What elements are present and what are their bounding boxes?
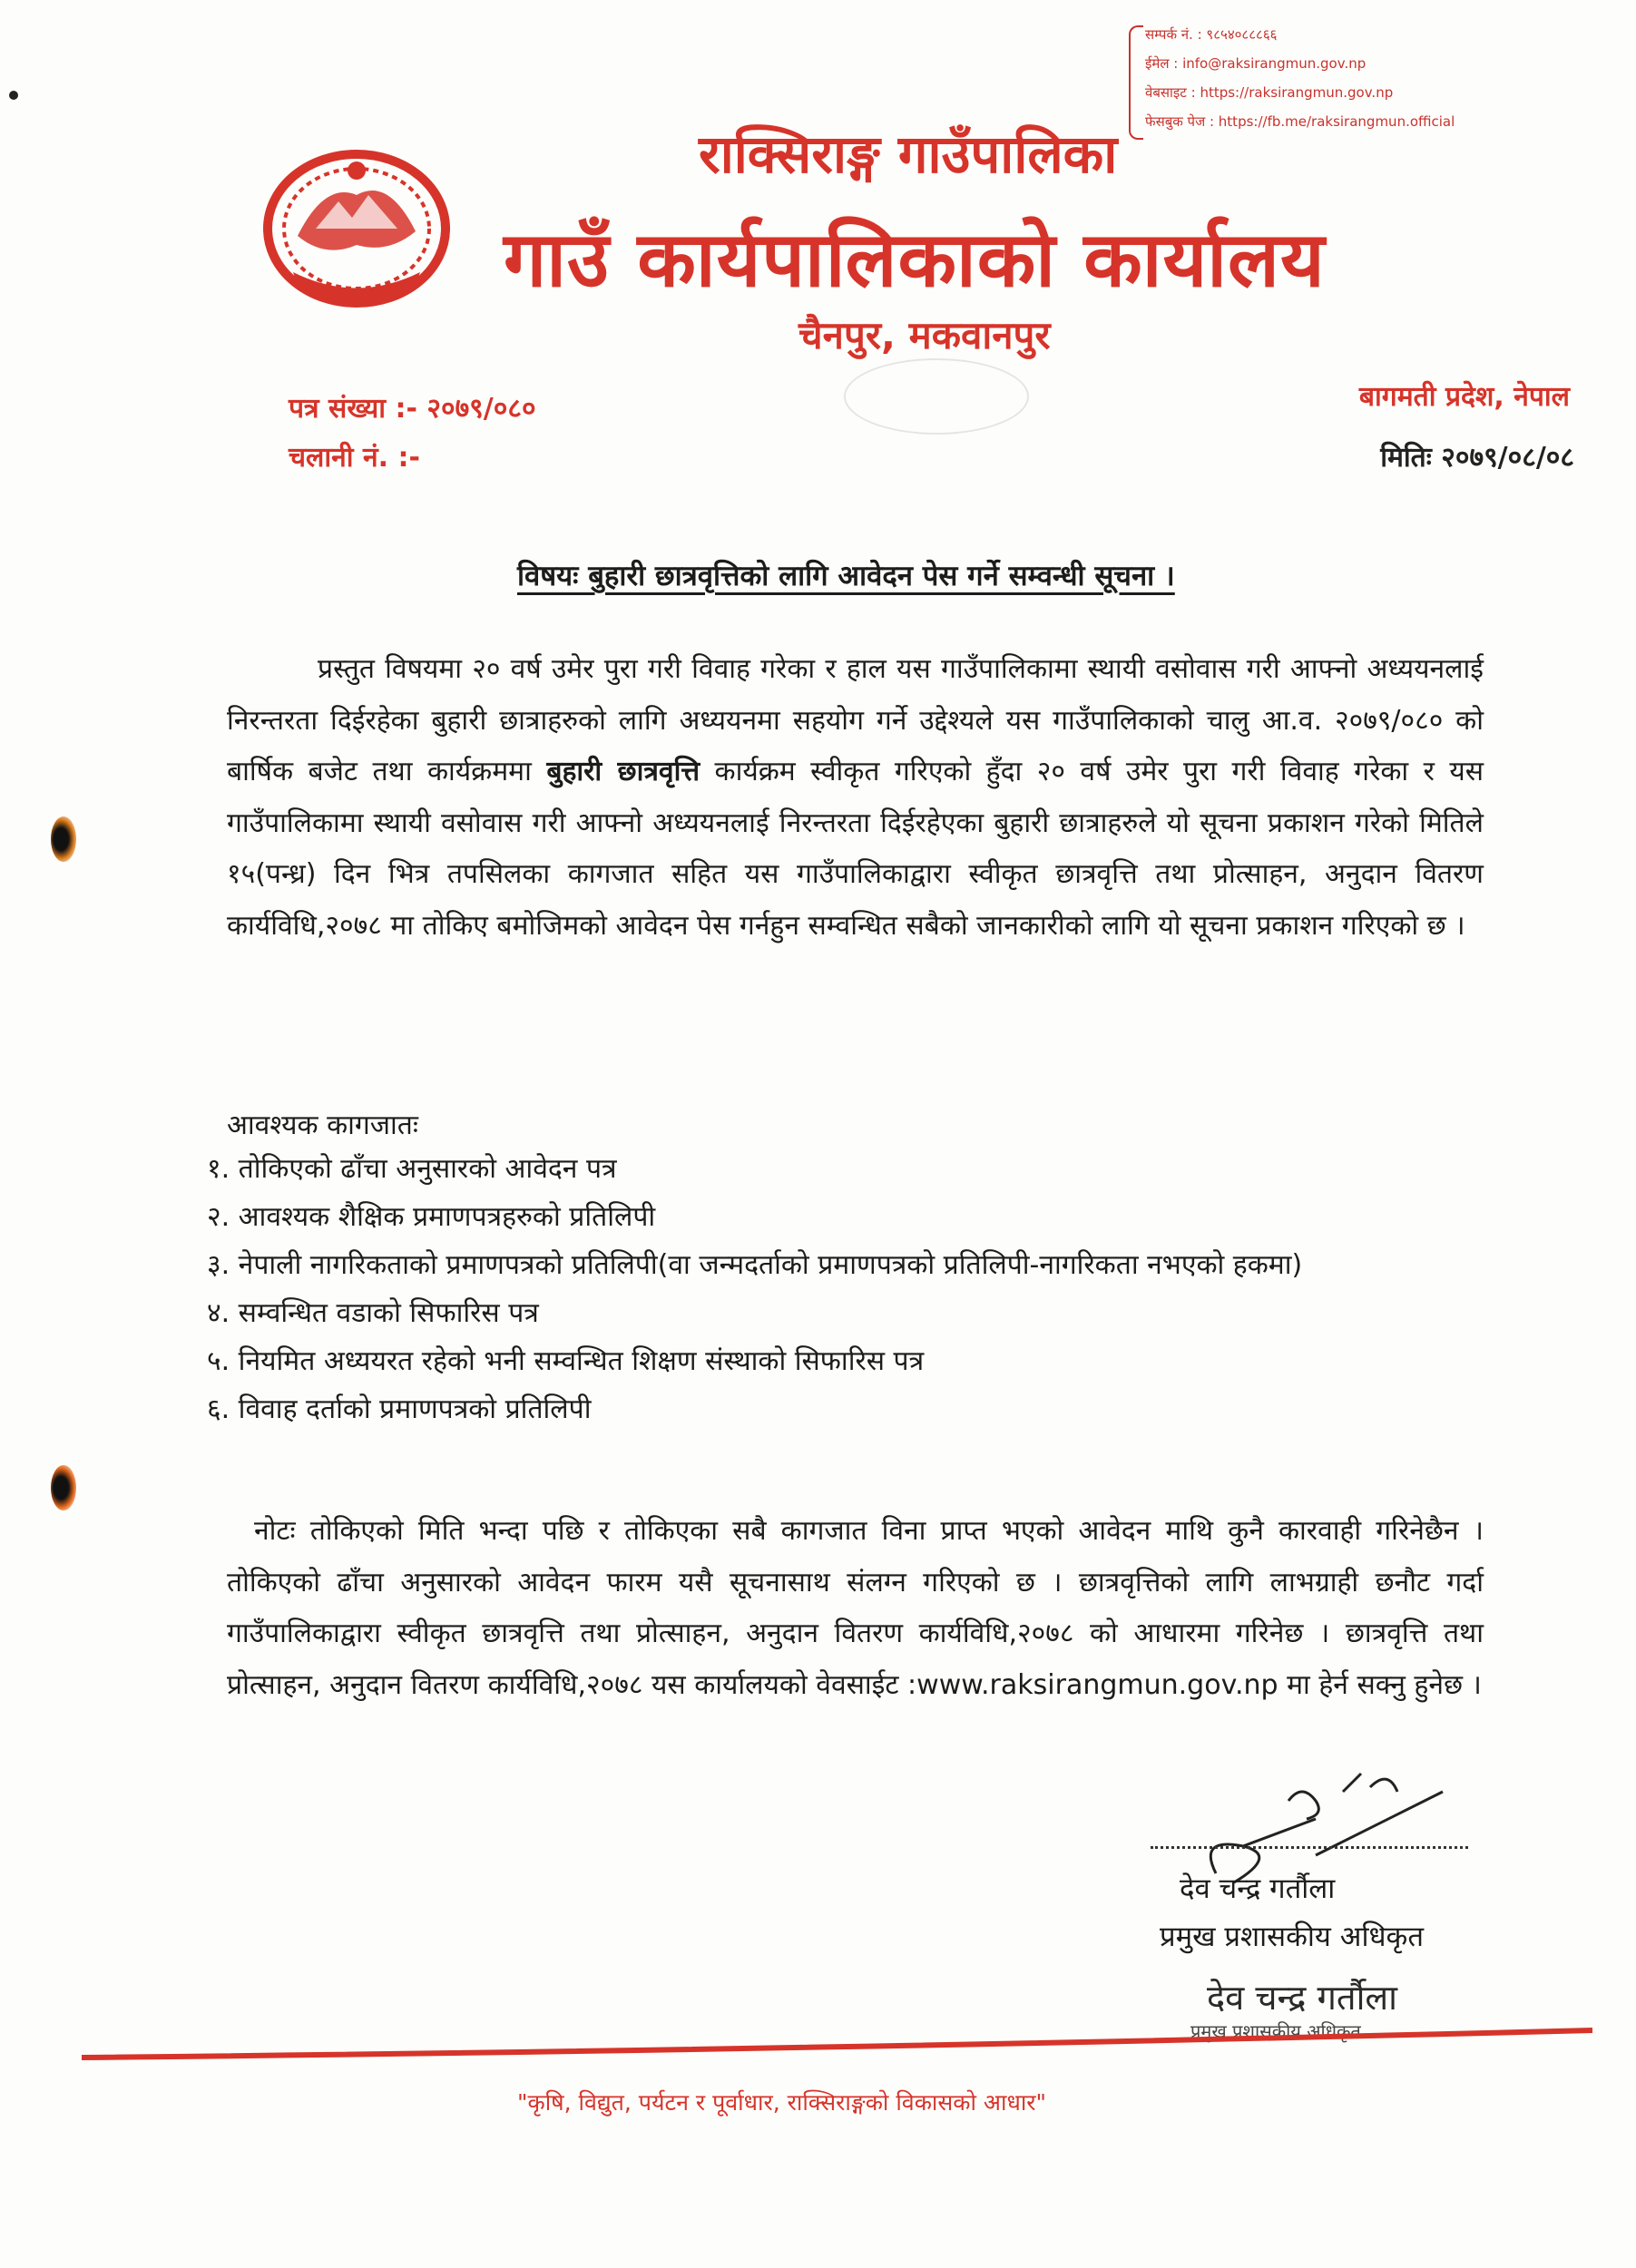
punch-hole-bottom bbox=[51, 1465, 76, 1510]
signer-name: देव चन्द्र गर्तौला bbox=[1180, 1872, 1336, 1905]
faint-stamp bbox=[844, 358, 1029, 435]
requirement-item: ४. सम्वन्धित वडाको सिफारिस पत्र bbox=[207, 1297, 539, 1329]
requirement-item: ५. नियमित अध्ययरत रहेको भनी सम्वन्धित शिक्षण संस्थाको सिफारिस पत्र bbox=[207, 1345, 925, 1377]
nepal-emblem-icon bbox=[261, 145, 452, 308]
signature-line bbox=[1151, 1846, 1468, 1849]
requirement-item: ३. नेपाली नागरिकताको प्रमाणपत्रको प्रतिलिपी(वा जन्मदर्ताको प्रमाणपत्रको प्रतिलिपी-नागरिकता नभएको हकमा) bbox=[207, 1249, 1303, 1281]
municipality-name: राक्सिराङ्ग गाउँपालिका bbox=[699, 123, 1118, 185]
requirement-item: ६. विवाह दर्ताको प्रमाणपत्रको प्रतिलिपी bbox=[207, 1393, 592, 1425]
contact-email: ईमेल : info@raksirangmun.gov.np bbox=[1145, 55, 1367, 72]
office-location: चैनपुर, मकवानपुर bbox=[798, 313, 1051, 357]
body-paragraph bbox=[227, 644, 1484, 952]
contact-facebook: फेसबुक पेज : https://fb.me/raksirangmun.official bbox=[1145, 113, 1455, 130]
requirements-title: आवश्यक कागजातः bbox=[227, 1110, 418, 1141]
requirement-item: १. तोकिएको ढाँचा अनुसारको आवेदन पत्र bbox=[207, 1153, 617, 1185]
contact-block bbox=[1145, 20, 1599, 136]
punch-hole-top bbox=[51, 816, 76, 862]
body-text-part2: कार्यक्रम स्वीकृत गरिएको हुँदा २० वर्ष उमेर पुरा गरी विवाह गरेका र यस गाउँपालिकामा स्थायी वसोवास गरी आफ्नो अध्ययनलाई निरन्तरता दिईरहेएका बुहारी छात्राहरुले यो सूचना प्रकाशन गरेको मितिले १५(पन्ध्र) दिन भित्र तपसिलका कागजात सहित यस गाउँपालिकाद्वारा स्वीकृत छात्रवृत्ति तथा प्रोत्साहन, अनुदान वितरण कार्यविधि,२०७८ मा तोकिए बमोजिमको आवेदन पेस गर्नहुन सम्वन्धित सबैको जानकारीको लागि यो सूचना प्रकाशन गरिएको छ । bbox=[227, 756, 1484, 942]
contact-website: वेबसाइट : https://raksirangmun.gov.np bbox=[1145, 84, 1394, 101]
stamp-name: देव चन्द्र गर्तौला bbox=[1207, 1978, 1398, 2018]
subject-line: विषयः बुहारी छात्रवृत्तिको लागि आवेदन पेस गर्ने सम्वन्धी सूचना । bbox=[517, 560, 1175, 592]
note-text: नोटः तोकिएको मिति भन्दा पछि र तोकिएका सबै कागजात विना प्राप्त भएको आवेदन माथि कुनै कारवाही गरिनेछैन । तोकिएको ढाँचा अनुसारको आवेदन फारम यसै सूचनासाथ संलग्न गरिएको छ । छात्रवृत्तिको लागि लाभग्राही छनौट गर्दा गाउँपालिकाद्वारा स्वीकृत छात्रवृत्ति तथा प्रोत्साहन, अनुदान वितरण कार्यविधि,२०७८ को आधारमा गरिनेछ । छात्रवृत्ति तथा प्रोत्साहन, अनुदान वितरण कार्यविधि,२०७८ यस कार्यालयको वेवसाईट :www.raksirangmun.gov.np मा हेर्न सक्नु हुनेछ । bbox=[227, 1515, 1484, 1701]
footer-motto: "कृषि, विद्युत, पर्यटन र पूर्वाधार, राक्सिराङ्गको विकासको आधार" bbox=[517, 2089, 1047, 2116]
province-label: बागमती प्रदेश, नेपाल bbox=[1358, 381, 1570, 413]
body-text-bold: बुहारी छात्रवृत्ति bbox=[546, 756, 700, 787]
letter-date: मितिः २०७९/०८/०८ bbox=[1380, 442, 1574, 474]
note-paragraph bbox=[227, 1506, 1484, 1711]
requirement-item: २. आवश्यक शैक्षिक प्रमाणपत्रहरुको प्रतिलिपी bbox=[207, 1201, 656, 1233]
office-name: गाउँ कार्यपालिकाको कार्यालय bbox=[504, 215, 1326, 304]
stamp-title: प्रमुख प्रशासकीय अधिकृत bbox=[1190, 2020, 1361, 2042]
reference-number: पत्र संख्या :- २०७९/०८० bbox=[289, 393, 536, 425]
signer-title: प्रमुख प्रशासकीय अधिकृत bbox=[1160, 1921, 1425, 1953]
binder-dot bbox=[9, 91, 18, 100]
requirements-list bbox=[207, 1145, 1495, 1433]
footer-divider bbox=[82, 2023, 1592, 2077]
body-text-part1: प्रस्तुत विषयमा २० वर्ष उमेर पुरा गरी विवाह गरेका र हाल यस गाउँपालिकामा स्थायी वसोवास गरी आफ्नो अध्ययनलाई निरन्तरता दिईरहेका बुहारी छात्राहरुको लागि अध्ययनमा सहयोग गर्ने उद्देश्यले यस गाउँपालिकाको चालु आ.व. २०७९/०८० को बार्षिक बजेट तथा कार्यक्रममा bbox=[227, 653, 1484, 787]
contact-phone: सम्पर्क नं. : ९८५४०८८८६६ bbox=[1145, 26, 1278, 43]
dispatch-number: चलानी नं. :- bbox=[289, 442, 420, 474]
